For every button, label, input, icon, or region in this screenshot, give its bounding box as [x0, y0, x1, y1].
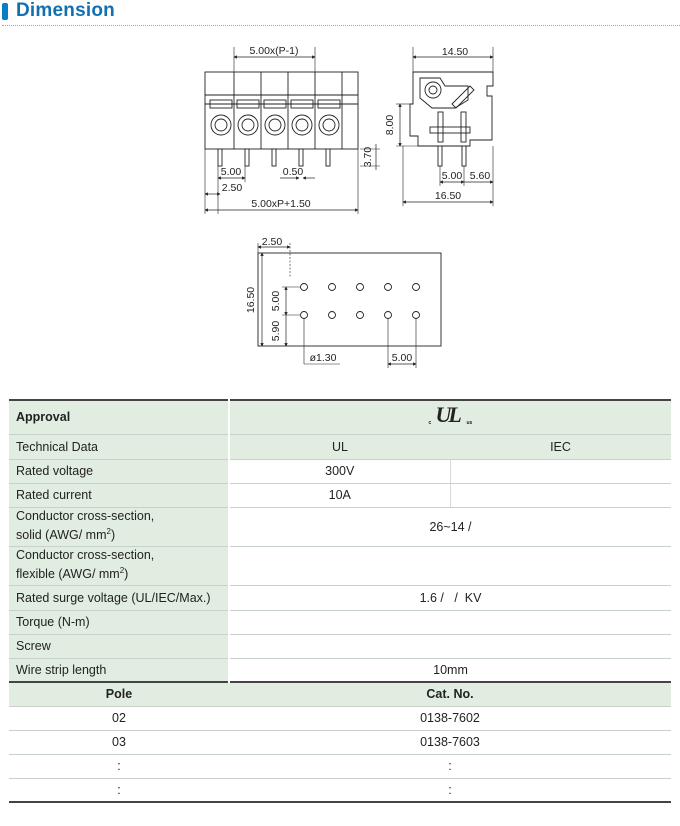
approval-value	[229, 400, 671, 434]
solid-label-close: )	[110, 528, 116, 543]
rated-voltage-ul: 300V	[229, 459, 450, 483]
rated-current-ul: 10A	[229, 483, 450, 507]
surge-label: Rated surge voltage (UL/IEC/Max.)	[9, 585, 229, 610]
table-row	[9, 706, 671, 730]
section-title: Dimension	[16, 0, 115, 21]
cat-cell: 0138-7602	[229, 706, 671, 730]
ul-logo-right: us	[466, 419, 473, 426]
dim-offset-label: 2.50	[221, 182, 243, 194]
strip-label: Wire strip length	[9, 658, 229, 682]
flexible-label-line1: Conductor cross-section,	[16, 548, 155, 563]
solid-label-line1: Conductor cross-section,	[16, 509, 155, 524]
dim-pin-b-label: 5.60	[469, 170, 491, 182]
torque-label: Torque (N-m)	[9, 610, 229, 634]
col-ul-header: UL	[229, 434, 450, 459]
torque-row	[9, 610, 671, 634]
dimension-drawing	[0, 0, 680, 390]
rated-voltage-row	[9, 459, 671, 483]
solid-label-line2: solid (AWG/ mm	[16, 528, 107, 543]
table-row	[9, 730, 671, 754]
table-row	[9, 778, 671, 802]
cat-header: Cat. No.	[229, 682, 671, 706]
dim-pin-a-label: 5.00	[441, 170, 463, 182]
dim-fp-row-gap-label: 5.00	[270, 290, 282, 312]
dim-top-pitch-label: 5.00x(P-1)	[249, 45, 299, 57]
flexible-label-sup: 2	[119, 566, 125, 576]
pole-header-row	[9, 682, 671, 706]
rated-voltage-iec	[450, 459, 671, 483]
surge-value: 1.6 / / KV	[229, 585, 671, 610]
solid-label-sup: 2	[106, 527, 111, 537]
dim-pin-width-label: 0.50	[282, 166, 304, 178]
flexible-row	[9, 546, 671, 585]
technical-header-row	[9, 434, 671, 459]
dim-side-base-label: 16.50	[434, 190, 462, 202]
col-iec-header: IEC	[450, 434, 671, 459]
solid-row	[9, 507, 671, 546]
strip-row	[9, 658, 671, 682]
dim-fp-pitch-label: 5.00	[391, 352, 413, 364]
technical-label: Technical Data	[9, 434, 229, 459]
pcb-footprint	[258, 243, 441, 368]
pole-cell: 03	[9, 730, 229, 754]
surge-row	[9, 585, 671, 610]
table-row	[9, 754, 671, 778]
dim-overall-label: 5.00xP+1.50	[251, 198, 311, 210]
flexible-label-line2: flexible (AWG/ mm	[16, 567, 120, 582]
rated-current-iec	[450, 483, 671, 507]
flexible-label	[9, 546, 229, 585]
flexible-value	[229, 546, 671, 585]
dim-fp-height-label: 16.50	[245, 286, 257, 314]
pole-cell: :	[9, 778, 229, 802]
dim-fp-offset-label: 2.50	[261, 236, 283, 248]
torque-value	[229, 610, 671, 634]
rated-current-row	[9, 483, 671, 507]
pole-cell: 02	[9, 706, 229, 730]
screw-row	[9, 634, 671, 658]
pole-cell: :	[9, 754, 229, 778]
screw-value	[229, 634, 671, 658]
approval-row	[9, 400, 671, 434]
strip-value: 10mm	[229, 658, 671, 682]
rated-current-label: Rated current	[9, 483, 229, 507]
cat-cell: 0138-7603	[229, 730, 671, 754]
rated-voltage-label: Rated voltage	[9, 459, 229, 483]
dim-pitch-label: 5.00	[220, 166, 242, 178]
screw-label: Screw	[9, 634, 229, 658]
solid-label	[9, 507, 229, 546]
dim-fp-edge-label: 5.90	[270, 320, 282, 342]
solid-value: 26~14 /	[229, 507, 671, 546]
cat-cell: :	[229, 778, 671, 802]
pole-header: Pole	[9, 682, 229, 706]
dim-pin-length-label: 3.70	[362, 146, 374, 168]
spec-table	[9, 399, 671, 803]
approval-label: Approval	[9, 400, 229, 434]
flexible-label-close: )	[124, 567, 129, 582]
dim-fp-hole-label: ø1.30	[309, 352, 337, 364]
side-view	[396, 47, 493, 206]
ul-logo-mark: UL	[435, 401, 459, 427]
cat-cell: :	[229, 754, 671, 778]
ul-logo-left: c	[428, 419, 432, 426]
dim-side-width-label: 14.50	[441, 46, 469, 58]
cul-us-listed-mark-icon	[426, 402, 476, 430]
dim-side-height-label: 8.00	[384, 114, 396, 136]
